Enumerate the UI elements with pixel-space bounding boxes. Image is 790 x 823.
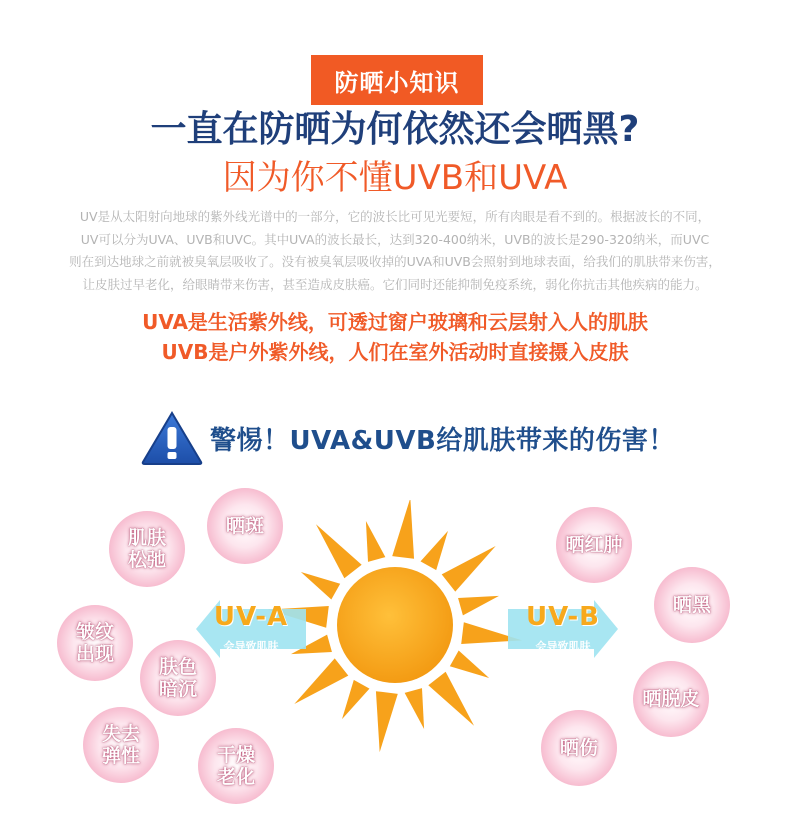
uva-title: UV-A	[213, 602, 289, 632]
sun-ray	[366, 521, 385, 562]
paragraph-line: 则在到达地球之前就被臭氧层吸收了。没有被臭氧层吸收掉的UVA和UVB会照射到地球表面，给我们的肌肤带来伤害，	[69, 254, 721, 269]
uva-arrow	[196, 594, 306, 664]
section-badge: 防晒小知识	[311, 55, 483, 105]
sun-ray	[405, 688, 424, 729]
effect-bubble-sunburn: 晒伤	[541, 710, 617, 786]
uvb-arrow	[508, 594, 618, 664]
effect-bubble-dull-skin: 肤色 暗沉	[140, 640, 216, 716]
paragraph-line: UV是从太阳射向地球的紫外线光谱中的一部分，它的波长比可见光要短，所有肉眼是看不到的。根据波长的不同，	[79, 209, 711, 224]
sun-ray	[392, 500, 414, 559]
headline-answer: 因为你不懂UVB和UVA	[222, 158, 568, 198]
uva-subtitle: 会导致肌肤	[223, 640, 279, 653]
uva-highlight: UVA是生活紫外线，可透过窗户玻璃和云层射入人的肌肤	[142, 310, 648, 334]
effect-bubble-wrinkles: 皱纹 出现	[57, 605, 133, 681]
sun-ray	[294, 658, 348, 704]
warning-heading	[140, 410, 675, 466]
sun-ray	[342, 680, 369, 719]
paragraph-line: 让皮肤过早老化，给眼睛带来伤害，甚至造成皮肤癌。它们同时还能抑制免疫系统，弱化你抗击其他疾病的能力。	[82, 276, 708, 292]
sun-ray	[458, 596, 499, 615]
sun-ray	[428, 672, 474, 726]
paragraph-line: UV可以分为UVA、UVB和UVC。其中UVA的波长最长，达到320-400纳米，UVB的波长是290-320纳米，而UVC	[80, 231, 710, 247]
sun-ray	[421, 531, 448, 570]
headline-question: 一直在防晒为何依然还会晒黑?	[150, 109, 640, 150]
sun-ray	[316, 524, 362, 578]
sun-ray	[301, 572, 340, 599]
effect-bubble-skin-sagging: 肌肤 松弛	[109, 511, 185, 587]
warning-triangle-icon	[140, 410, 204, 466]
uvb-title: UV-B	[526, 602, 600, 632]
effect-bubble-peeling: 晒脱皮	[633, 661, 709, 737]
effect-bubble-loss-of-elasticity: 失去 弹性	[83, 707, 159, 783]
effect-bubble-tanning: 晒黑	[654, 567, 730, 643]
warning-text: 警惕！UVA&UVB给肌肤带来的伤害！	[210, 425, 675, 456]
effect-bubble-sunburn-redness: 晒红肿	[556, 507, 632, 583]
sun-ray	[442, 546, 496, 592]
effect-bubble-dry-aging: 干燥 老化	[198, 728, 274, 804]
uvb-subtitle: 会导致肌肤	[535, 640, 591, 653]
uv-intro-paragraph	[28, 206, 762, 296]
sun-ray	[376, 691, 398, 752]
uvb-highlight: UVB是户外紫外线，人们在室外活动时直接摄入皮肤	[161, 340, 629, 364]
effect-bubble-sun-spots: 晒斑	[207, 488, 283, 564]
sun-ray	[450, 651, 489, 678]
